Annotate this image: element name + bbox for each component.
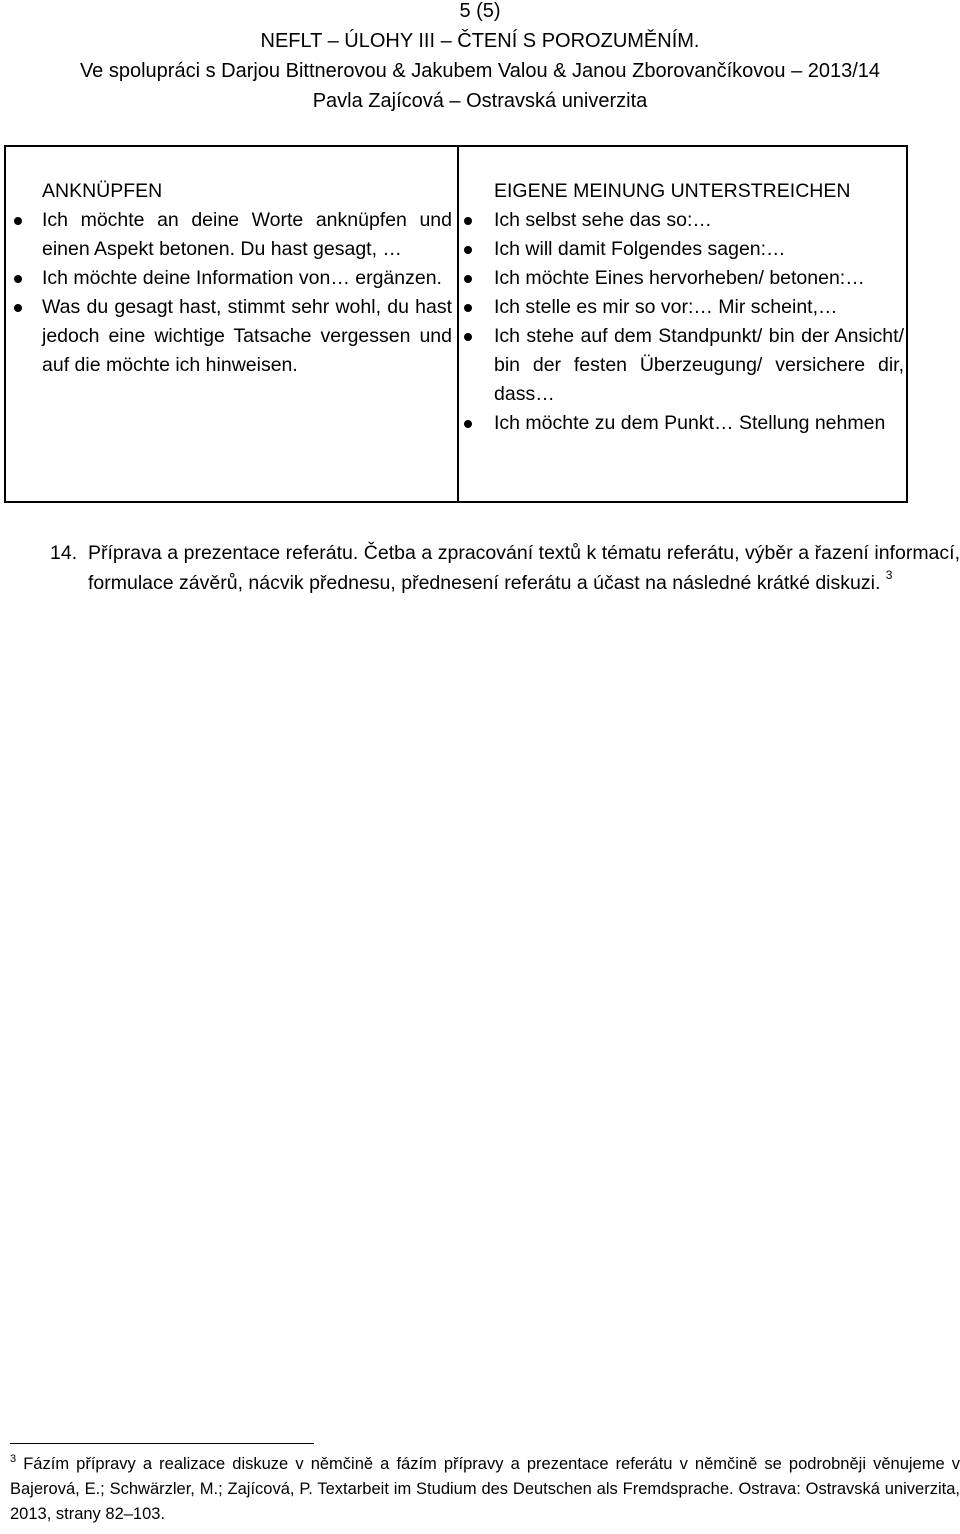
column-title: ANKNÜPFEN — [42, 180, 163, 202]
list-item: Ich stelle es mir so vor:… Mir scheint,… — [494, 293, 904, 322]
author-line: Pavla Zajícová – Ostravská univerzita — [312, 90, 648, 112]
footnote-text: Fázím přípravy a realizace diskuze v němčině a fázím přípravy a prezentace referátu v němčině se podrobněji věnujeme v Bajerová, E.; Schwärzler, M.; Zajícová, P. Textarbeit im Studium des Deutschen als Fremdsprache. Ostrava: Ostravská univerzita, 2013, strany 82–103. — [10, 1455, 960, 1523]
course-title: NEFLT – ÚLOHY III – ČTENÍ S POROZUMĚNÍM. — [260, 30, 700, 52]
collaboration-line: Ve spolupráci s Darjou Bittnerovou & Jakubem Valou & Janou Zborovančíkovou – 2013/14 — [79, 60, 881, 82]
list-item: Ich möchte deine Information von… ergänzen. — [42, 264, 452, 293]
section-text: Příprava a prezentace referátu. Četba a zpracování textů k tématu referátu, výběr a řazení informací, formulace závěrů, nácvik přednesu, přednesení referátu a účast na následné krátké diskuzi. $^3$ — [88, 542, 960, 594]
list-item: Ich möchte Eines hervorheben/ betonen:… — [494, 264, 904, 293]
footnote-mark: 3 — [10, 1453, 17, 1465]
bullet-icon — [14, 217, 22, 225]
list-item: Ich stehe auf dem Standpunkt/ bin der Ansicht/ bin der festen Überzeugung/ versichere dir, dass… — [494, 322, 904, 409]
column-eigene-meinung — [494, 177, 904, 438]
bullet-icon — [14, 304, 22, 312]
section-14 — [0, 538, 960, 598]
list-item: Ich selbst sehe das so:… — [494, 206, 904, 235]
bullet-icon — [14, 275, 22, 283]
footnote-separator — [10, 1443, 314, 1444]
bullet-icon — [464, 246, 472, 254]
bullet-icon — [464, 217, 472, 225]
phrase-table — [4, 145, 908, 503]
section-number: 14. — [50, 542, 78, 564]
list-item: Ich möchte zu dem Punkt… Stellung nehmen — [494, 409, 904, 438]
column-title: EIGENE MEINUNG UNTERSTREICHEN — [494, 180, 851, 202]
page-header — [0, 0, 960, 116]
bullet-icon — [464, 304, 472, 312]
bullet-icon — [464, 275, 472, 283]
phrase-list — [494, 206, 904, 438]
column-anknuepfen — [42, 177, 452, 380]
page-number: 5 (5) — [459, 0, 501, 22]
list-item: Was du gesagt hast, stimmt sehr wohl, du hast jedoch eine wichtige Tatsache vergessen und auf die möchte ich hinweisen. — [42, 293, 452, 380]
footnote — [10, 1452, 960, 1527]
table-divider — [457, 147, 459, 501]
list-item: Ich möchte an deine Worte anknüpfen und einen Aspekt betonen. Du hast gesagt, … — [42, 206, 452, 264]
footnote-reference[interactable]: 3 — [885, 568, 893, 582]
bullet-icon — [464, 333, 472, 341]
phrase-list — [42, 206, 452, 380]
bullet-icon — [464, 420, 472, 428]
list-item: Ich will damit Folgendes sagen:… — [494, 235, 904, 264]
